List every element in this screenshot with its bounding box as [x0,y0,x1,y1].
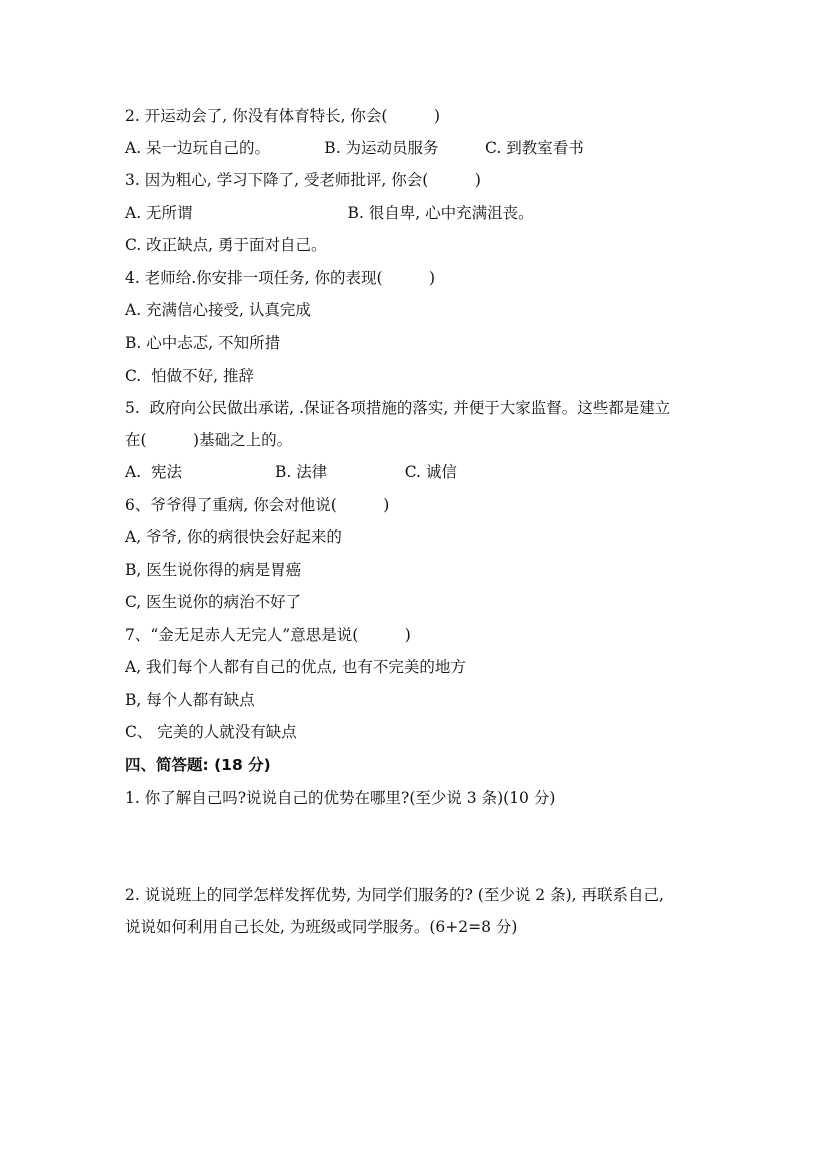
q6-stem: 6、爷爷得了重病, 你会对他说( ) [125,496,390,514]
q6-option-a: A, 爷爷, 你的病很快会好起来的 [125,528,342,546]
q5-stem-2: 在( )基础之上的。 [125,431,293,449]
q5-options: A. 宪法 B. 法律 C. 诚信 [125,463,457,481]
q4-stem: 4. 老师给.你安排一项任务, 你的表现( ) [125,269,436,287]
section-4-heading: 四、简答题: (18 分) [125,756,271,774]
q4-option-b: B. 心中忐忑, 不知所措 [125,334,281,352]
q6-option-b: B, 医生说你得的病是胃癌 [125,561,302,579]
sa2-stem-2: 说说如何利用自己长处, 为班级或同学服务。(6+2=8 分) [125,918,518,936]
q4-option-a: A. 充满信心接受, 认真完成 [125,301,311,319]
q2-options: A. 呆一边玩自己的。 B. 为运动员服务 C. 到教室看书 [125,139,584,157]
q4-option-c: C. 怕做不好, 推辞 [125,367,254,385]
q3-options-ab: A. 无所谓 B. 很自卑, 心中充满沮丧。 [125,204,534,222]
q2-stem: 2. 开运动会了, 你没有体育特长, 你会( ) [125,107,441,125]
q7-stem: 7、“金无足赤人无完人”意思是说( ) [125,626,411,644]
q7-option-a: A, 我们每个人都有自己的优点, 也有不完美的地方 [125,658,466,676]
q6-option-c: C, 医生说你的病治不好了 [125,593,302,611]
q3-stem: 3. 因为粗心, 学习下降了, 受老师批评, 你会( ) [125,171,481,189]
sa1-stem: 1. 你了解自己吗?说说自己的优势在哪里?(至少说 3 条)(10 分) [125,789,556,807]
q5-stem-1: 5. 政府向公民做出承诺, .保证各项措施的落实, 并便于大家监督。这些都是建立 [125,399,671,417]
q7-option-b: B, 每个人都有缺点 [125,691,255,709]
sa2-stem-1: 2. 说说班上的同学怎样发挥优势, 为同学们服务的? (至少说 2 条), 再联系自己, [125,886,664,904]
q3-option-c: C. 改正缺点, 勇于面对自己。 [125,236,327,254]
q7-option-c: C、 完美的人就没有缺点 [125,723,297,741]
